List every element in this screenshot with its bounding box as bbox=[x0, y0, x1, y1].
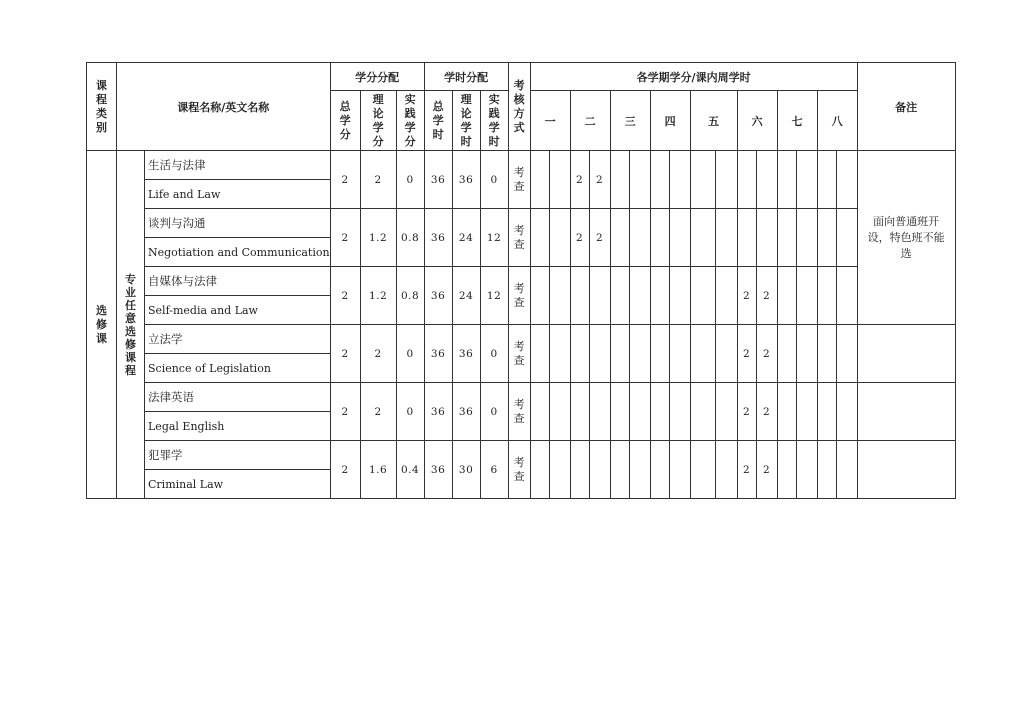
semester-cell bbox=[836, 383, 857, 441]
semester-cell: 2 bbox=[756, 267, 777, 325]
credit-theory: 1.6 bbox=[360, 441, 396, 499]
course-name-cn: 犯罪学 bbox=[145, 441, 331, 470]
header-hour-theory: 理论学时 bbox=[452, 91, 480, 151]
credit-total: 2 bbox=[330, 267, 360, 325]
semester-cell bbox=[715, 209, 737, 267]
vertical-text: 考查 bbox=[513, 397, 525, 425]
header-assessment: 考核方式 bbox=[508, 63, 530, 151]
vertical-text: 专业任意选修课程 bbox=[125, 272, 136, 377]
semester-cell bbox=[530, 325, 549, 383]
semester-cell: 2 bbox=[737, 441, 756, 499]
semester-cell bbox=[610, 209, 629, 267]
header-semester-4: 四 bbox=[650, 91, 690, 151]
semester-cell bbox=[610, 383, 629, 441]
hour-theory: 30 bbox=[452, 441, 480, 499]
semester-cell bbox=[650, 209, 669, 267]
credit-practice: 0.4 bbox=[396, 441, 424, 499]
semester-cell bbox=[549, 383, 570, 441]
semester-cell bbox=[530, 209, 549, 267]
assessment-method bbox=[508, 209, 530, 267]
semester-cell bbox=[836, 209, 857, 267]
course-name-cn: 自媒体与法律 bbox=[145, 267, 331, 296]
credit-total: 2 bbox=[330, 151, 360, 209]
header-semester-3: 三 bbox=[610, 91, 650, 151]
semester-cell bbox=[690, 151, 715, 209]
header-course-name: 课程名称/英文名称 bbox=[117, 63, 331, 151]
semester-cell bbox=[737, 151, 756, 209]
semester-cell: 2 bbox=[589, 151, 610, 209]
assessment-method bbox=[508, 325, 530, 383]
semester-cell bbox=[817, 151, 836, 209]
semester-cell bbox=[669, 209, 690, 267]
semester-cell bbox=[669, 383, 690, 441]
credit-theory: 2 bbox=[360, 325, 396, 383]
semester-cell bbox=[549, 441, 570, 499]
hour-practice: 12 bbox=[480, 267, 508, 325]
course-name-en: Self-media and Law bbox=[145, 296, 331, 325]
semester-cell bbox=[669, 267, 690, 325]
semester-cell bbox=[610, 151, 629, 209]
semester-cell bbox=[669, 441, 690, 499]
course-name-en: Negotiation and Communication bbox=[145, 238, 331, 267]
vertical-text: 考查 bbox=[513, 165, 525, 193]
credit-theory: 2 bbox=[360, 383, 396, 441]
header-credit-total: 总学分 bbox=[330, 91, 360, 151]
header-semester-6: 六 bbox=[737, 91, 777, 151]
semester-cell bbox=[715, 267, 737, 325]
semester-cell bbox=[715, 151, 737, 209]
semester-cell bbox=[629, 267, 650, 325]
assessment-method bbox=[508, 441, 530, 499]
semester-cell bbox=[690, 267, 715, 325]
hour-total: 36 bbox=[424, 325, 452, 383]
semester-cell bbox=[777, 151, 796, 209]
semester-cell bbox=[777, 441, 796, 499]
hour-practice: 0 bbox=[480, 325, 508, 383]
semester-cell bbox=[549, 151, 570, 209]
credit-total: 2 bbox=[330, 441, 360, 499]
semester-cell bbox=[796, 383, 817, 441]
credit-total: 2 bbox=[330, 325, 360, 383]
semester-cell bbox=[530, 383, 549, 441]
semester-cell bbox=[777, 383, 796, 441]
remarks-cell bbox=[857, 383, 955, 441]
hour-total: 36 bbox=[424, 383, 452, 441]
semester-cell bbox=[650, 267, 669, 325]
semester-cell bbox=[715, 441, 737, 499]
semester-cell bbox=[669, 325, 690, 383]
header-credit-distribution: 学分分配 bbox=[330, 63, 424, 91]
header-semester-8: 八 bbox=[817, 91, 857, 151]
hour-total: 36 bbox=[424, 151, 452, 209]
semester-cell bbox=[690, 209, 715, 267]
hour-theory: 36 bbox=[452, 383, 480, 441]
semester-cell bbox=[690, 325, 715, 383]
assessment-method bbox=[508, 267, 530, 325]
credit-practice: 0 bbox=[396, 325, 424, 383]
hour-total: 36 bbox=[424, 441, 452, 499]
table-row bbox=[87, 267, 956, 296]
header-semester-title: 各学期学分/课内周学时 bbox=[530, 63, 857, 91]
credit-practice: 0 bbox=[396, 151, 424, 209]
hour-total: 36 bbox=[424, 209, 452, 267]
semester-cell: 2 bbox=[756, 325, 777, 383]
course-name-cn: 法律英语 bbox=[145, 383, 331, 412]
semester-cell bbox=[777, 209, 796, 267]
semester-cell bbox=[777, 267, 796, 325]
semester-cell bbox=[796, 325, 817, 383]
header-semester-7: 七 bbox=[777, 91, 817, 151]
credit-theory: 1.2 bbox=[360, 267, 396, 325]
semester-cell bbox=[796, 151, 817, 209]
table-row bbox=[87, 151, 956, 180]
header-remarks: 备注 bbox=[857, 63, 955, 151]
semester-cell bbox=[836, 441, 857, 499]
semester-cell: 2 bbox=[756, 441, 777, 499]
hour-practice: 6 bbox=[480, 441, 508, 499]
semester-cell: 2 bbox=[570, 209, 589, 267]
semester-cell bbox=[629, 441, 650, 499]
course-name-en: Criminal Law bbox=[145, 470, 331, 499]
course-name-en: Legal English bbox=[145, 412, 331, 441]
header-hour-practice: 实践学时 bbox=[480, 91, 508, 151]
header-hour-total: 总学时 bbox=[424, 91, 452, 151]
assessment-method bbox=[508, 151, 530, 209]
course-name-cn: 谈判与沟通 bbox=[145, 209, 331, 238]
semester-cell: 2 bbox=[589, 209, 610, 267]
remarks-cell bbox=[857, 325, 955, 383]
semester-cell bbox=[817, 325, 836, 383]
vertical-text: 选修课 bbox=[96, 303, 107, 345]
header-semester-5: 五 bbox=[690, 91, 737, 151]
semester-cell bbox=[817, 383, 836, 441]
table-row bbox=[87, 441, 956, 470]
remarks-note: 面向普通班开设，特色班不能选 bbox=[857, 151, 955, 325]
semester-cell bbox=[756, 151, 777, 209]
semester-cell: 2 bbox=[737, 267, 756, 325]
header-hour-distribution: 学时分配 bbox=[424, 63, 508, 91]
semester-cell bbox=[690, 383, 715, 441]
semester-cell bbox=[610, 325, 629, 383]
semester-cell bbox=[817, 209, 836, 267]
credit-practice: 0.8 bbox=[396, 209, 424, 267]
vertical-text: 考查 bbox=[513, 455, 525, 483]
semester-cell bbox=[570, 441, 589, 499]
hour-theory: 24 bbox=[452, 209, 480, 267]
category-sub bbox=[117, 151, 145, 499]
semester-cell bbox=[796, 441, 817, 499]
semester-cell bbox=[570, 267, 589, 325]
header-semester-1: 一 bbox=[530, 91, 570, 151]
semester-cell: 2 bbox=[737, 325, 756, 383]
header-credit-practice: 实践学分 bbox=[396, 91, 424, 151]
semester-cell bbox=[669, 151, 690, 209]
semester-cell bbox=[629, 325, 650, 383]
semester-cell bbox=[549, 267, 570, 325]
semester-cell bbox=[796, 267, 817, 325]
semester-cell bbox=[629, 209, 650, 267]
semester-cell bbox=[817, 441, 836, 499]
semester-cell bbox=[650, 325, 669, 383]
semester-cell bbox=[836, 151, 857, 209]
credit-total: 2 bbox=[330, 209, 360, 267]
header-semester-2: 二 bbox=[570, 91, 610, 151]
semester-cell bbox=[777, 325, 796, 383]
semester-cell bbox=[737, 209, 756, 267]
semester-cell bbox=[650, 383, 669, 441]
semester-cell bbox=[589, 267, 610, 325]
semester-cell: 2 bbox=[570, 151, 589, 209]
semester-cell bbox=[570, 325, 589, 383]
semester-cell bbox=[589, 325, 610, 383]
hour-theory: 36 bbox=[452, 151, 480, 209]
semester-cell bbox=[796, 209, 817, 267]
semester-cell bbox=[589, 441, 610, 499]
semester-cell bbox=[756, 209, 777, 267]
credit-theory: 1.2 bbox=[360, 209, 396, 267]
credit-practice: 0.8 bbox=[396, 267, 424, 325]
course-name-en: Life and Law bbox=[145, 180, 331, 209]
semester-cell bbox=[715, 383, 737, 441]
semester-cell: 2 bbox=[737, 383, 756, 441]
category-main bbox=[87, 151, 117, 499]
semester-cell bbox=[836, 267, 857, 325]
assessment-method bbox=[508, 383, 530, 441]
credit-practice: 0 bbox=[396, 383, 424, 441]
vertical-text: 考查 bbox=[513, 339, 525, 367]
semester-cell bbox=[629, 151, 650, 209]
semester-cell bbox=[549, 209, 570, 267]
semester-cell bbox=[610, 267, 629, 325]
semester-cell bbox=[530, 267, 549, 325]
header-credit-theory: 理论学分 bbox=[360, 91, 396, 151]
header-category: 课程类别 bbox=[87, 63, 117, 151]
table-row bbox=[87, 383, 956, 412]
semester-cell bbox=[549, 325, 570, 383]
semester-cell bbox=[650, 151, 669, 209]
table-row bbox=[87, 325, 956, 354]
semester-cell bbox=[836, 325, 857, 383]
semester-cell bbox=[715, 325, 737, 383]
semester-cell bbox=[570, 383, 589, 441]
semester-cell bbox=[530, 441, 549, 499]
semester-cell bbox=[650, 441, 669, 499]
hour-practice: 0 bbox=[480, 151, 508, 209]
semester-cell bbox=[610, 441, 629, 499]
hour-practice: 12 bbox=[480, 209, 508, 267]
hour-theory: 24 bbox=[452, 267, 480, 325]
semester-cell bbox=[817, 267, 836, 325]
semester-cell bbox=[690, 441, 715, 499]
semester-cell bbox=[530, 151, 549, 209]
table-row bbox=[87, 209, 956, 238]
hour-total: 36 bbox=[424, 267, 452, 325]
remarks-cell bbox=[857, 441, 955, 499]
hour-theory: 36 bbox=[452, 325, 480, 383]
course-name-cn: 生活与法律 bbox=[145, 151, 331, 180]
vertical-text: 考查 bbox=[513, 281, 525, 309]
vertical-text: 考查 bbox=[513, 223, 525, 251]
hour-practice: 0 bbox=[480, 383, 508, 441]
course-name-cn: 立法学 bbox=[145, 325, 331, 354]
semester-cell: 2 bbox=[756, 383, 777, 441]
semester-cell bbox=[629, 383, 650, 441]
credit-theory: 2 bbox=[360, 151, 396, 209]
curriculum-table bbox=[86, 62, 956, 499]
credit-total: 2 bbox=[330, 383, 360, 441]
semester-cell bbox=[589, 383, 610, 441]
course-name-en: Science of Legislation bbox=[145, 354, 331, 383]
